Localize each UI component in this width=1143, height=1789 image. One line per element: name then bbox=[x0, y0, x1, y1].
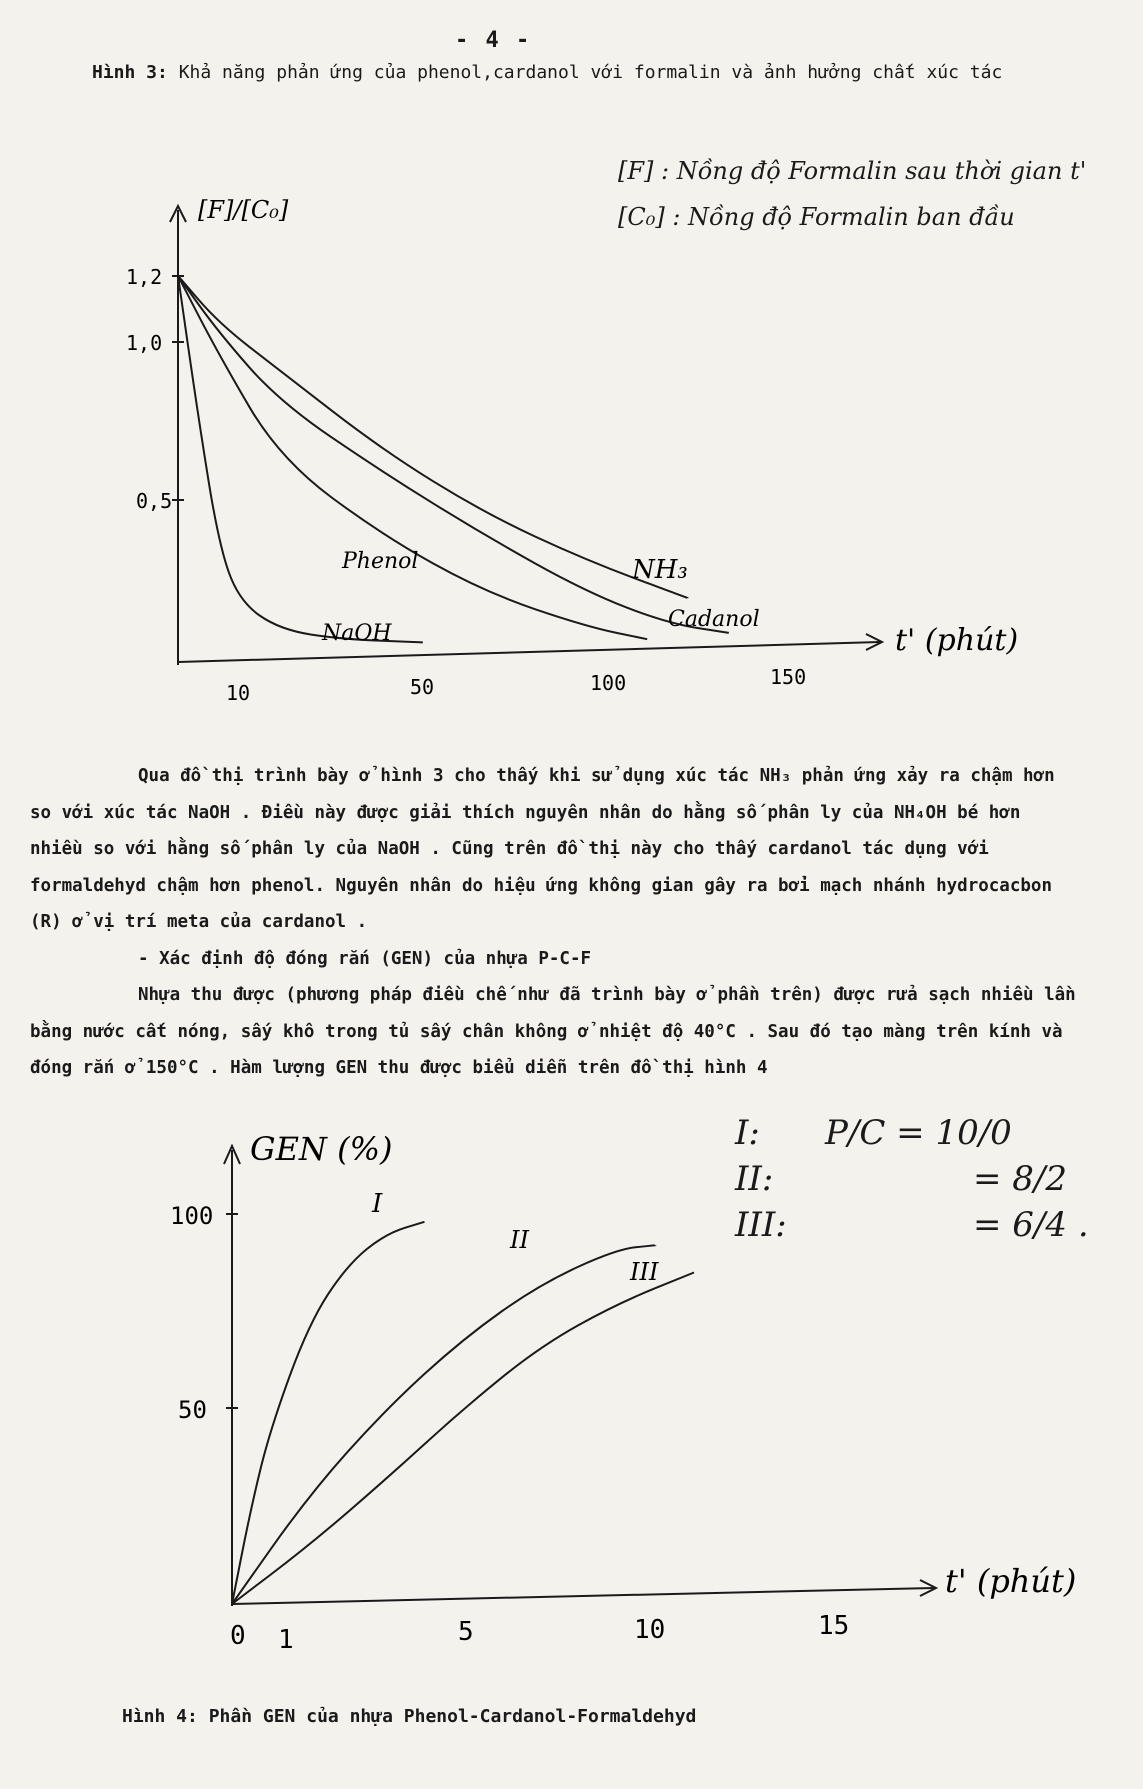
figure4-label-i: I bbox=[372, 1189, 383, 1219]
figure4-caption-text: Phần GEN của nhựa Phenol-Cardanol-Formaldehyd bbox=[208, 1706, 697, 1727]
figure4-xtick-15: 15 bbox=[818, 1611, 850, 1641]
figure3-ytick-0-5: 0,5 bbox=[136, 489, 173, 513]
figure3-ytick-1-0: 1,0 bbox=[126, 331, 163, 355]
figure3-legend-c0: [C₀] : Nồng độ Formalin ban đầu bbox=[618, 203, 1015, 231]
figure3-label-cadanol: Cadanol bbox=[668, 607, 760, 632]
figure4-legend-key-3: III: bbox=[735, 1205, 787, 1245]
page-number: - 4 - bbox=[455, 28, 532, 53]
figure3-xtick-150: 150 bbox=[770, 665, 807, 689]
figure3-xtick-100: 100 bbox=[590, 671, 627, 695]
figure3-label-phenol: Phenol bbox=[342, 549, 419, 574]
figure4-xtick-5: 5 bbox=[458, 1617, 474, 1647]
figure3-xtick-50: 50 bbox=[410, 675, 435, 699]
figure4-series-i bbox=[232, 1222, 425, 1604]
figure3-ytick-1-2: 1,2 bbox=[126, 265, 163, 289]
figure4-ytick-50: 50 bbox=[178, 1396, 207, 1424]
figure3-caption-text: Khả năng phản ứng của phenol,cardanol với formalin và ảnh hưởng chất xúc tác bbox=[178, 62, 1003, 83]
figure4-legend-key-1: I: bbox=[735, 1113, 760, 1153]
figure4-label-iii: III bbox=[630, 1258, 659, 1286]
figure4-series-ii bbox=[232, 1245, 656, 1604]
figure4-caption-label: Hình 4: bbox=[122, 1706, 198, 1727]
figure3-xlabel: t' (phút) bbox=[895, 623, 1019, 658]
figure4-xtick-10: 10 bbox=[634, 1615, 666, 1645]
figure3-label-naoh: NaOH bbox=[322, 621, 392, 646]
paragraph-1: Qua đồ thị trình bày ở hình 3 cho thấy khi sử dụng xúc tác NH₃ phản ứng xảy ra chậm hơn so với xúc tác NaOH . Điều này được giải thích nguyên nhân do hằng số phân ly của NH₄OH bé hơn nhiều so với hằng số phân ly của NaOH . Cũng trên đồ thị này cho thấy cardanol tác dụng với formaldehyd chậm hơn phenol. Nguyên nhân do hiệu ứng không gian gây ra bởi mạch nhánh hydrocacbon (R) ở vị trí meta của cardanol . bbox=[30, 766, 1055, 932]
figure4-legend-value-3: = 6/4 . bbox=[973, 1205, 1089, 1245]
figure4-x-axis bbox=[232, 1588, 934, 1604]
figure4-legend-row-1 bbox=[735, 1110, 1089, 1156]
figure4-ylabel: GEN (%) bbox=[250, 1130, 393, 1168]
paragraph-2: - Xác định độ đóng rắn (GEN) của nhựa P-C-F bbox=[138, 948, 592, 969]
figure3-label-nh3: NH₃ bbox=[632, 555, 688, 585]
figure4-xlabel: t' (phút) bbox=[945, 1562, 1077, 1600]
figure4-caption bbox=[122, 1706, 696, 1727]
figure3-xtick-10: 10 bbox=[226, 681, 251, 705]
figure4-xtick-0: 0 bbox=[230, 1621, 246, 1651]
figure3-ylabel: [F]/[C₀] bbox=[198, 196, 289, 224]
figure4-legend-key-2: II: bbox=[735, 1159, 774, 1199]
paragraph-3: Nhựa thu được (phương pháp điều chế như đã trình bày ở phần trên) được rửa sạch nhiều lần bằng nước cất nóng, sấy khô trong tủ sấy chân không ở nhiệt độ 40°C . Sau đó tạo màng trên kính và đóng rắn ở 150°C . Hàm lượng GEN thu được biểu diễn trên đồ thị hình 4 bbox=[30, 985, 1076, 1078]
figure4-legend-value-1: P/C = 10/0 bbox=[825, 1113, 1012, 1153]
figure3-caption-label: Hình 3: bbox=[92, 62, 168, 83]
figure4-series-iii bbox=[232, 1273, 694, 1605]
figure3-legend-f: [F] : Nồng độ Formalin sau thời gian t' bbox=[618, 157, 1087, 185]
figure4-xtick-1: 1 bbox=[278, 1625, 294, 1655]
figure4-legend-row-2 bbox=[735, 1156, 1089, 1202]
figure4-legend-row-3 bbox=[735, 1202, 1089, 1248]
figure4-legend bbox=[735, 1110, 1089, 1248]
figure4-label-ii: II bbox=[510, 1226, 529, 1254]
figure4-legend-value-2: = 8/2 bbox=[973, 1159, 1068, 1199]
figure4-ytick-100: 100 bbox=[170, 1202, 214, 1230]
